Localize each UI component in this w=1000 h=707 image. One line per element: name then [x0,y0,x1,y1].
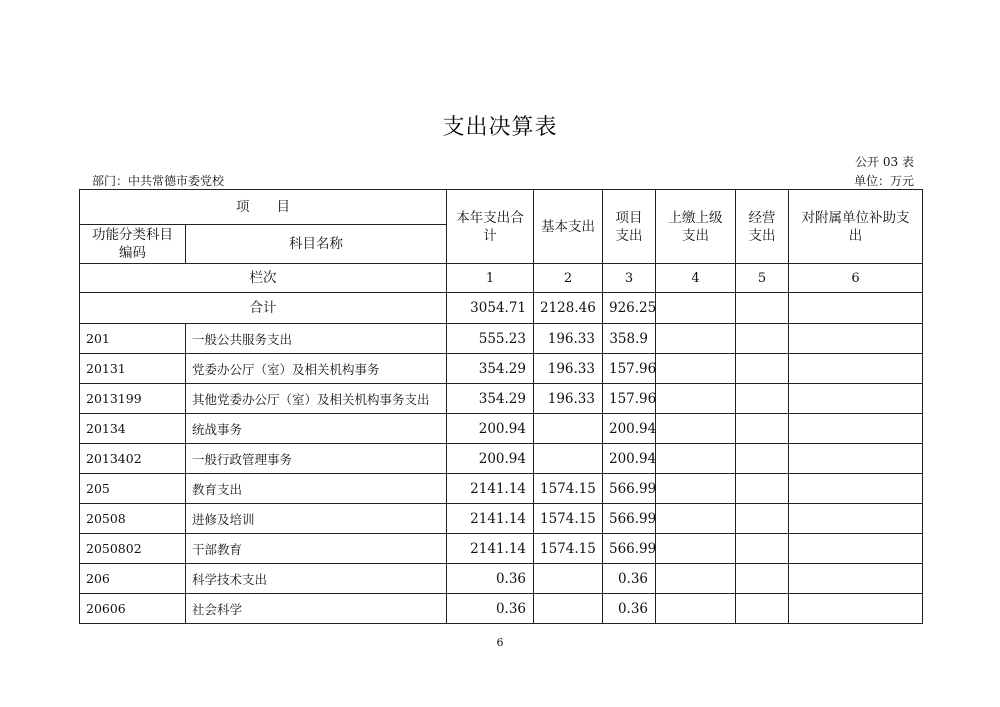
table-row [80,504,923,534]
amount-cell: 2141.14 [447,534,534,564]
amount-cell: 358.9 [603,324,656,354]
amount-cell [789,414,923,444]
sum-value [736,293,789,324]
department-label: 部门：中共常德市委党校 [92,174,225,188]
amount-cell [534,564,603,594]
subject-code: 20508 [80,504,186,534]
amount-cell [789,324,923,354]
amount-cell: 196.33 [534,384,603,414]
amount-cell: 1574.15 [534,504,603,534]
amount-cell [736,444,789,474]
table-row [80,534,923,564]
header-code: 功能分类科目编码 [80,225,186,264]
unit-label: 单位：万元 [853,174,914,188]
header-item: 项 目 [80,190,447,225]
subject-name: 一般公共服务支出 [186,324,447,354]
amount-cell: 157.96 [603,354,656,384]
column-row-label: 栏次 [80,264,447,293]
amount-cell [736,474,789,504]
amount-cell: 354.29 [447,384,534,414]
subject-code: 20131 [80,354,186,384]
amount-cell [789,534,923,564]
subject-code: 2050802 [80,534,186,564]
header-upper: 上缴上级支出 [656,190,736,264]
amount-cell [656,564,736,594]
amount-cell [656,474,736,504]
amount-cell [534,414,603,444]
amount-cell: 0.36 [603,594,656,624]
header-name: 科目名称 [186,225,447,264]
amount-cell [736,324,789,354]
table-row [80,354,923,384]
amount-cell [736,534,789,564]
column-number: 6 [789,264,923,293]
sum-value: 926.25 [603,293,656,324]
table-row [80,594,923,624]
table-row [80,474,923,504]
subject-code: 201 [80,324,186,354]
amount-cell: 1574.15 [534,474,603,504]
amount-cell [736,384,789,414]
amount-cell [656,324,736,354]
amount-cell [789,354,923,384]
column-number: 1 [447,264,534,293]
amount-cell: 354.29 [447,354,534,384]
amount-cell: 196.33 [534,324,603,354]
sum-value: 2128.46 [534,293,603,324]
amount-cell [534,444,603,474]
amount-cell [534,594,603,624]
subject-code: 20606 [80,594,186,624]
amount-cell [736,594,789,624]
sum-value [656,293,736,324]
amount-cell: 196.33 [534,354,603,384]
amount-cell [656,354,736,384]
amount-cell: 1574.15 [534,534,603,564]
subject-name: 一般行政管理事务 [186,444,447,474]
header-project: 项目支出 [603,190,656,264]
amount-cell [736,564,789,594]
header-subsidy: 对附属单位补助支出 [789,190,923,264]
amount-cell [656,594,736,624]
amount-cell: 566.99 [603,534,656,564]
amount-cell [656,534,736,564]
subject-name: 干部教育 [186,534,447,564]
amount-cell: 200.94 [447,414,534,444]
amount-cell [789,444,923,474]
amount-cell [656,504,736,534]
subject-name: 社会科学 [186,594,447,624]
column-number: 4 [656,264,736,293]
amount-cell: 2141.14 [447,474,534,504]
header-total: 本年支出合计 [447,190,534,264]
sum-row [80,293,923,324]
amount-cell [789,564,923,594]
amount-cell [789,594,923,624]
subject-name: 统战事务 [186,414,447,444]
amount-cell: 0.36 [603,564,656,594]
subject-name: 其他党委办公厅（室）及相关机构事务支出 [186,384,447,414]
table-row [80,324,923,354]
amount-cell: 0.36 [447,564,534,594]
amount-cell [656,384,736,414]
table-row [80,564,923,594]
sum-value [789,293,923,324]
subject-code: 20134 [80,414,186,444]
amount-cell: 566.99 [603,474,656,504]
sum-value: 3054.71 [447,293,534,324]
subject-code: 2013199 [80,384,186,414]
form-number: 公开 03 表 [855,155,914,169]
subject-code: 205 [80,474,186,504]
amount-cell [789,504,923,534]
amount-cell [736,414,789,444]
table-row [80,414,923,444]
table-row [80,384,923,414]
amount-cell: 555.23 [447,324,534,354]
amount-cell [789,384,923,414]
subject-name: 党委办公厅（室）及相关机构事务 [186,354,447,384]
subject-name: 进修及培训 [186,504,447,534]
amount-cell: 0.36 [447,594,534,624]
amount-cell [789,474,923,504]
subject-name: 教育支出 [186,474,447,504]
page-title: 支出决算表 [442,115,558,140]
subject-name: 科学技术支出 [186,564,447,594]
column-number: 5 [736,264,789,293]
amount-cell [736,504,789,534]
header-business: 经营支出 [736,190,789,264]
amount-cell: 566.99 [603,504,656,534]
column-number-row [80,264,923,293]
header-basic: 基本支出 [534,190,603,264]
table-row [80,444,923,474]
page-number: 6 [496,636,504,649]
amount-cell [656,414,736,444]
amount-cell [656,444,736,474]
amount-cell: 200.94 [603,414,656,444]
amount-cell: 2141.14 [447,504,534,534]
subject-code: 2013402 [80,444,186,474]
subject-code: 206 [80,564,186,594]
amount-cell [736,354,789,384]
amount-cell: 157.96 [603,384,656,414]
amount-cell: 200.94 [603,444,656,474]
sum-row-label: 合计 [80,293,447,324]
expenditure-table [79,189,923,624]
amount-cell: 200.94 [447,444,534,474]
column-number: 3 [603,264,656,293]
column-number: 2 [534,264,603,293]
